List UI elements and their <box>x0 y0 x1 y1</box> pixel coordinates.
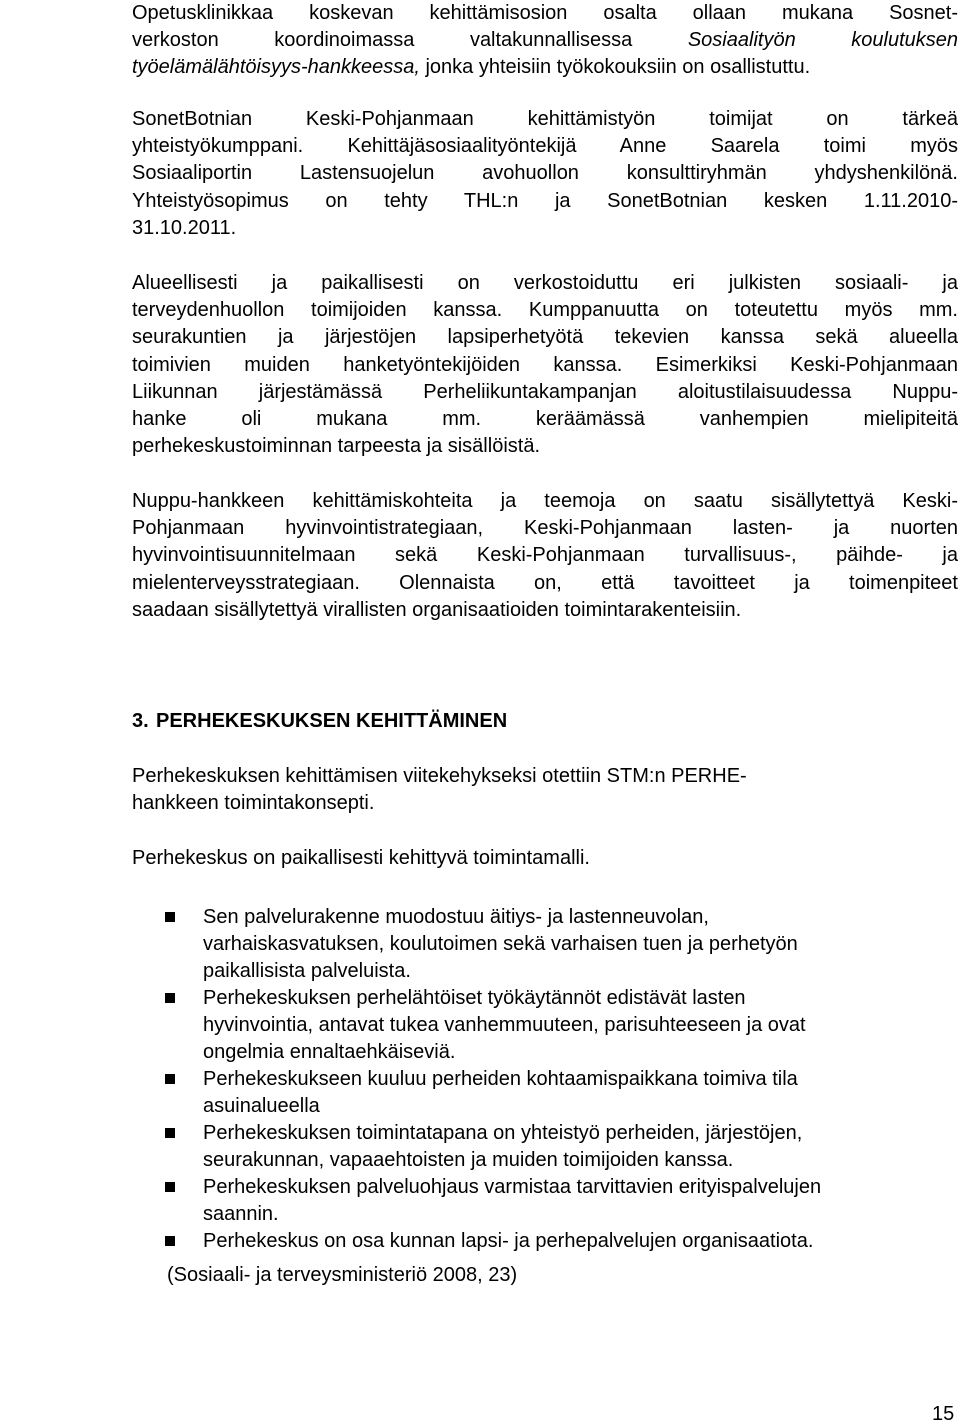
paragraph-framework <box>132 763 958 817</box>
square-bullet-icon <box>165 1128 175 1138</box>
text-line: Sosiaaliportin Lastensuojelun avohuollon konsulttiryhmän yhdyshenkilönä. <box>132 162 958 185</box>
text-line: Yhteistyösopimus on tehty THL:n ja SonetBotnian kesken 1.11.2010- <box>132 189 958 212</box>
list-item-text: Perhekeskuksen toimintatapana on yhteistyö perheiden, järjestöjen, seurakunnan, vapaaehtoisten ja muiden toimijoiden kanssa. <box>203 1122 803 1171</box>
list-item-text: Perhekeskuksen perhelähtöiset työkäytännöt edistävät lasten hyvinvointia, antavat tukea vanhemmuuteen, parisuhteeseen ja ovat ongelmia ennaltaehkäiseviä. <box>203 987 806 1063</box>
list-item <box>132 1174 958 1228</box>
text-line: hankkeen toimintakonsepti. <box>132 792 375 815</box>
list-item <box>132 1228 958 1255</box>
citation: (Sosiaali- ja terveysministeriö 2008, 23) <box>167 1264 518 1286</box>
bullet-list <box>132 904 958 1255</box>
text-line: Perhekeskus on paikallisesti kehittyvä toimintamalli. <box>132 847 590 869</box>
page-number: 15 <box>932 1403 955 1425</box>
list-item-text: Perhekeskus on osa kunnan lapsi- ja perhepalvelujen organisaatiota. <box>203 1230 814 1252</box>
paragraph-networking <box>132 270 958 460</box>
text-span: verkoston koordinoimassa valtakunnallisessa <box>132 29 688 52</box>
text-line: saadaan sisällytettyä virallisten organisaatioiden toimintarakenteisiin. <box>132 598 742 621</box>
italic-project-name-cont: työelämälähtöisyys-hankkeessa, <box>132 56 420 79</box>
text-line: hanke oli mukana mm. keräämässä vanhempien mielipiteitä <box>132 407 958 430</box>
text-line-mixed <box>132 27 958 54</box>
square-bullet-icon <box>165 1074 175 1084</box>
paragraph-definition <box>132 845 958 872</box>
text-line: mielenterveysstrategiaan. Olennaista on, että tavoitteet ja toimenpiteet <box>132 571 958 594</box>
square-bullet-icon <box>165 1236 175 1246</box>
text-line: Pohjanmaan hyvinvointistrategiaan, Keski-Pohjanmaan lasten- ja nuorten <box>132 517 958 540</box>
list-item-text: Sen palvelurakenne muodostuu äitiys- ja lastenneuvolan, varhaiskasvatuksen, koulutoimen sekä varhaisen tuen ja perhetyön paikallisista palveluista. <box>203 906 798 982</box>
text-line: SonetBotnian Keski-Pohjanmaan kehittämistyön toimijat on tärkeä <box>132 108 958 130</box>
text-line: terveydenhuollon toimijoiden kanssa. Kumppanuutta on toteutettu myös mm. <box>132 299 958 322</box>
text-line: toimivien muiden hanketyöntekijöiden kanssa. Esimerkiksi Keski-Pohjanmaan <box>132 353 958 376</box>
text-line: Liikunnan järjestämässä Perheliikuntakampanjan aloitustilaisuudessa Nuppu- <box>132 380 958 403</box>
square-bullet-icon <box>165 1182 175 1192</box>
list-item-text: Perhekeskuksen palveluohjaus varmistaa tarvittavien erityispalvelujen saannin. <box>203 1176 822 1225</box>
text-line: yhteistyökumppani. Kehittäjäsosiaalityöntekijä Anne Saarela toimi myös <box>132 135 958 158</box>
list-item <box>132 904 958 985</box>
text-line: seurakuntien ja järjestöjen lapsiperhetyötä tekevien kanssa sekä alueella <box>132 326 958 349</box>
list-item <box>132 985 958 1066</box>
section-number: 3. <box>132 710 149 732</box>
square-bullet-icon <box>165 912 175 922</box>
section-title: PERHEKESKUKSEN KEHITTÄMINEN <box>156 710 508 732</box>
text-line: Opetusklinikkaa koskevan kehittämisosion osalta ollaan mukana Sosnet- <box>132 2 958 24</box>
text-line-mixed <box>132 54 958 81</box>
text-line: Alueellisesti ja paikallisesti on verkostoiduttu eri julkisten sosiaali- ja <box>132 272 958 294</box>
text-line: hyvinvointisuunnitelmaan sekä Keski-Pohjanmaan turvallisuus-, päihde- ja <box>132 544 958 567</box>
paragraph-sosnet <box>132 0 958 82</box>
text-span: jonka yhteisiin työkokouksiin on osallistuttu. <box>425 56 811 79</box>
list-item <box>132 1120 958 1174</box>
text-line: 31.10.2011. <box>132 216 237 239</box>
italic-project-name: Sosiaalityön koulutuksen <box>687 29 959 52</box>
text-line: perhekeskustoiminnan tarpeesta ja sisällöistä. <box>132 435 540 458</box>
paragraph-strategies <box>132 488 958 624</box>
square-bullet-icon <box>165 993 175 1003</box>
paragraph-sonetbotnia <box>132 106 958 242</box>
list-item-text: Perhekeskukseen kuuluu perheiden kohtaamispaikkana toimiva tila asuinalueella <box>203 1068 798 1117</box>
text-line: Nuppu-hankkeen kehittämiskohteita ja teemoja on saatu sisällytettyä Keski- <box>132 490 958 512</box>
text-line: Perhekeskuksen kehittämisen viitekehykseksi otettiin STM:n PERHE- <box>132 765 747 787</box>
list-item <box>132 1066 958 1120</box>
